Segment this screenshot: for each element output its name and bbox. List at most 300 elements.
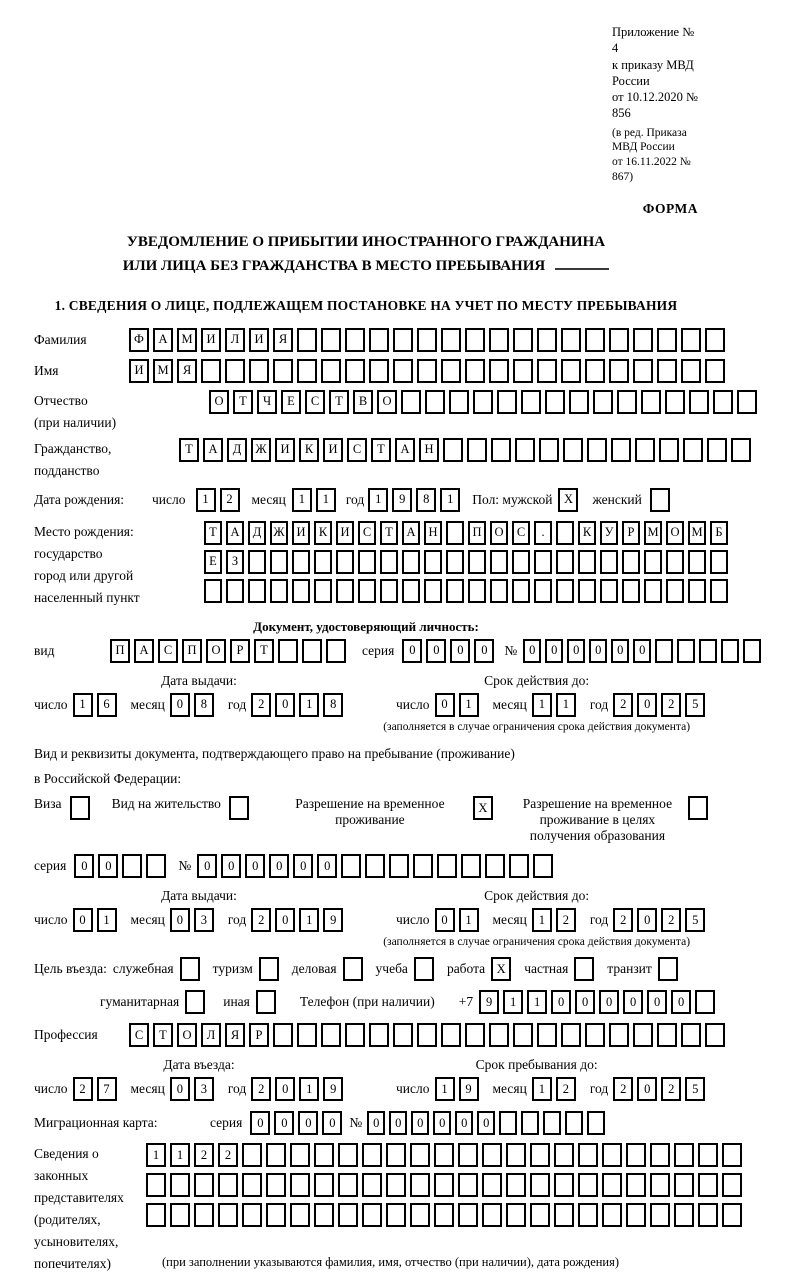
char-box[interactable]: Т: [233, 390, 253, 414]
char-box[interactable]: [410, 1143, 430, 1167]
char-box[interactable]: Н: [419, 438, 439, 462]
char-box[interactable]: 0: [575, 990, 595, 1014]
char-box[interactable]: К: [314, 521, 332, 545]
char-box[interactable]: [600, 579, 618, 603]
char-box[interactable]: [657, 1023, 677, 1047]
char-box[interactable]: С: [158, 639, 178, 663]
char-box[interactable]: [737, 390, 757, 414]
entry-day[interactable]: [73, 1077, 121, 1101]
char-box[interactable]: [266, 1173, 286, 1197]
stay-issue-year[interactable]: [251, 908, 347, 932]
char-box[interactable]: О: [209, 390, 229, 414]
char-box[interactable]: 0: [545, 639, 563, 663]
char-box[interactable]: [194, 1203, 214, 1227]
char-box[interactable]: [600, 550, 618, 574]
char-box[interactable]: 1: [459, 908, 479, 932]
char-box[interactable]: 0: [293, 854, 313, 878]
char-box[interactable]: 5: [685, 693, 705, 717]
purpose-private-checkbox[interactable]: [574, 957, 594, 981]
char-box[interactable]: [482, 1203, 502, 1227]
char-box[interactable]: 0: [637, 693, 657, 717]
sex-male-checkbox[interactable]: X: [558, 488, 578, 512]
char-box[interactable]: Т: [380, 521, 398, 545]
char-box[interactable]: 0: [637, 908, 657, 932]
char-box[interactable]: И: [129, 359, 149, 383]
char-box[interactable]: [698, 1143, 718, 1167]
char-box[interactable]: 0: [275, 693, 295, 717]
char-box[interactable]: Я: [225, 1023, 245, 1047]
char-box[interactable]: [561, 328, 581, 352]
char-box[interactable]: [204, 579, 222, 603]
char-box[interactable]: [617, 390, 637, 414]
char-box[interactable]: С: [358, 521, 376, 545]
char-box[interactable]: О: [666, 521, 684, 545]
char-box[interactable]: [465, 359, 485, 383]
char-box[interactable]: 2: [661, 908, 681, 932]
char-box[interactable]: 2: [73, 1077, 93, 1101]
char-box[interactable]: [393, 1023, 413, 1047]
char-box[interactable]: 1: [368, 488, 388, 512]
char-box[interactable]: [170, 1173, 190, 1197]
char-box[interactable]: [602, 1143, 622, 1167]
char-box[interactable]: С: [347, 438, 367, 462]
char-box[interactable]: 0: [197, 854, 217, 878]
char-box[interactable]: [369, 359, 389, 383]
representatives-row1-boxes[interactable]: [146, 1143, 746, 1167]
char-box[interactable]: [698, 1173, 718, 1197]
char-box[interactable]: 0: [523, 639, 541, 663]
char-box[interactable]: 5: [685, 1077, 705, 1101]
stay-until-year[interactable]: [613, 1077, 709, 1101]
char-box[interactable]: [633, 1023, 653, 1047]
char-box[interactable]: [585, 359, 605, 383]
char-box[interactable]: 1: [527, 990, 547, 1014]
birth-month-boxes[interactable]: [292, 488, 340, 512]
char-box[interactable]: [458, 1173, 478, 1197]
char-box[interactable]: 9: [459, 1077, 479, 1101]
char-box[interactable]: 2: [556, 1077, 576, 1101]
stay-seriya-boxes[interactable]: [74, 854, 170, 878]
birth-year-boxes[interactable]: [368, 488, 464, 512]
char-box[interactable]: [530, 1173, 550, 1197]
char-box[interactable]: М: [177, 328, 197, 352]
char-box[interactable]: А: [153, 328, 173, 352]
char-box[interactable]: [490, 579, 508, 603]
char-box[interactable]: [695, 990, 715, 1014]
char-box[interactable]: [424, 579, 442, 603]
char-box[interactable]: [705, 1023, 725, 1047]
char-box[interactable]: [722, 1173, 742, 1197]
char-box[interactable]: 1: [459, 693, 479, 717]
identity-issue-day[interactable]: [73, 693, 121, 717]
char-box[interactable]: [410, 1173, 430, 1197]
identity-valid-month[interactable]: [532, 693, 580, 717]
char-box[interactable]: 0: [322, 1111, 342, 1135]
char-box[interactable]: 0: [73, 908, 93, 932]
stay-until-day[interactable]: [435, 1077, 483, 1101]
char-box[interactable]: А: [395, 438, 415, 462]
char-box[interactable]: [249, 359, 269, 383]
char-box[interactable]: [434, 1173, 454, 1197]
char-box[interactable]: [699, 639, 717, 663]
char-box[interactable]: [417, 359, 437, 383]
char-box[interactable]: [499, 1111, 517, 1135]
char-box[interactable]: 0: [250, 1111, 270, 1135]
char-box[interactable]: 0: [623, 990, 643, 1014]
char-box[interactable]: [633, 328, 653, 352]
char-box[interactable]: С: [512, 521, 530, 545]
char-box[interactable]: [537, 359, 557, 383]
char-box[interactable]: 0: [269, 854, 289, 878]
char-box[interactable]: [278, 639, 298, 663]
char-box[interactable]: [218, 1173, 238, 1197]
char-box[interactable]: У: [600, 521, 618, 545]
char-box[interactable]: 0: [402, 639, 422, 663]
char-box[interactable]: Е: [204, 550, 222, 574]
char-box[interactable]: И: [323, 438, 343, 462]
char-box[interactable]: [321, 1023, 341, 1047]
char-box[interactable]: [446, 579, 464, 603]
char-box[interactable]: [146, 1173, 166, 1197]
char-box[interactable]: [290, 1203, 310, 1227]
char-box[interactable]: [326, 639, 346, 663]
char-box[interactable]: [650, 1143, 670, 1167]
char-box[interactable]: [389, 854, 409, 878]
char-box[interactable]: [321, 359, 341, 383]
citizenship-boxes[interactable]: [179, 438, 755, 462]
char-box[interactable]: Ф: [129, 328, 149, 352]
char-box[interactable]: З: [226, 550, 244, 574]
char-box[interactable]: [314, 579, 332, 603]
char-box[interactable]: Н: [424, 521, 442, 545]
char-box[interactable]: [539, 438, 559, 462]
char-box[interactable]: [731, 438, 751, 462]
purpose-work-checkbox[interactable]: X: [491, 957, 511, 981]
char-box[interactable]: 0: [477, 1111, 495, 1135]
char-box[interactable]: 0: [221, 854, 241, 878]
char-box[interactable]: 2: [218, 1143, 238, 1167]
char-box[interactable]: [722, 1143, 742, 1167]
char-box[interactable]: 8: [323, 693, 343, 717]
char-box[interactable]: [468, 550, 486, 574]
char-box[interactable]: [341, 854, 361, 878]
char-box[interactable]: [290, 1173, 310, 1197]
char-box[interactable]: [297, 328, 317, 352]
char-box[interactable]: [338, 1203, 358, 1227]
char-box[interactable]: [266, 1203, 286, 1227]
char-box[interactable]: [146, 854, 166, 878]
char-box[interactable]: 0: [455, 1111, 473, 1135]
char-box[interactable]: [705, 328, 725, 352]
char-box[interactable]: 1: [299, 693, 319, 717]
char-box[interactable]: 0: [435, 908, 455, 932]
char-box[interactable]: П: [110, 639, 130, 663]
char-box[interactable]: 0: [274, 1111, 294, 1135]
char-box[interactable]: [314, 1173, 334, 1197]
char-box[interactable]: 0: [389, 1111, 407, 1135]
char-box[interactable]: 2: [661, 1077, 681, 1101]
char-box[interactable]: М: [688, 521, 706, 545]
char-box[interactable]: Р: [249, 1023, 269, 1047]
char-box[interactable]: 1: [503, 990, 523, 1014]
char-box[interactable]: А: [402, 521, 420, 545]
char-box[interactable]: [509, 854, 529, 878]
purpose-transit-checkbox[interactable]: [658, 957, 678, 981]
stay-until-month[interactable]: [532, 1077, 580, 1101]
char-box[interactable]: 1: [556, 693, 576, 717]
char-box[interactable]: Т: [371, 438, 391, 462]
char-box[interactable]: [362, 1203, 382, 1227]
char-box[interactable]: [641, 390, 661, 414]
char-box[interactable]: [358, 579, 376, 603]
char-box[interactable]: Т: [179, 438, 199, 462]
char-box[interactable]: [122, 854, 142, 878]
char-box[interactable]: [602, 1203, 622, 1227]
char-box[interactable]: [674, 1143, 694, 1167]
char-box[interactable]: [410, 1203, 430, 1227]
char-box[interactable]: 5: [685, 908, 705, 932]
char-box[interactable]: Т: [153, 1023, 173, 1047]
char-box[interactable]: 1: [146, 1143, 166, 1167]
char-box[interactable]: 0: [98, 854, 118, 878]
char-box[interactable]: [578, 550, 596, 574]
char-box[interactable]: [578, 1173, 598, 1197]
char-box[interactable]: 0: [474, 639, 494, 663]
char-box[interactable]: [707, 438, 727, 462]
purpose-humanitarian-checkbox[interactable]: [185, 990, 205, 1014]
char-box[interactable]: 1: [292, 488, 312, 512]
char-box[interactable]: [674, 1203, 694, 1227]
char-box[interactable]: 2: [251, 1077, 271, 1101]
char-box[interactable]: [609, 359, 629, 383]
char-box[interactable]: [314, 1203, 334, 1227]
char-box[interactable]: [512, 550, 530, 574]
char-box[interactable]: [386, 1173, 406, 1197]
char-box[interactable]: Л: [225, 328, 245, 352]
char-box[interactable]: [533, 854, 553, 878]
char-box[interactable]: 1: [440, 488, 460, 512]
char-box[interactable]: 0: [671, 990, 691, 1014]
char-box[interactable]: 1: [196, 488, 216, 512]
char-box[interactable]: 9: [392, 488, 412, 512]
char-box[interactable]: А: [226, 521, 244, 545]
surname-boxes[interactable]: [129, 328, 729, 352]
purpose-official-checkbox[interactable]: [180, 957, 200, 981]
migration-number-boxes[interactable]: [367, 1111, 609, 1135]
char-box[interactable]: [292, 579, 310, 603]
char-box[interactable]: Л: [201, 1023, 221, 1047]
char-box[interactable]: [554, 1203, 574, 1227]
char-box[interactable]: 0: [426, 639, 446, 663]
birthplace-row1-boxes[interactable]: [204, 521, 732, 545]
doc-number-boxes[interactable]: [523, 639, 765, 663]
sex-female-checkbox[interactable]: [650, 488, 670, 512]
char-box[interactable]: [602, 1173, 622, 1197]
char-box[interactable]: [554, 1173, 574, 1197]
char-box[interactable]: [644, 579, 662, 603]
doc-seriya-boxes[interactable]: [402, 639, 498, 663]
char-box[interactable]: О: [377, 390, 397, 414]
char-box[interactable]: [225, 359, 245, 383]
char-box[interactable]: [489, 359, 509, 383]
char-box[interactable]: [659, 438, 679, 462]
char-box[interactable]: [437, 854, 457, 878]
char-box[interactable]: Р: [230, 639, 250, 663]
stay-valid-month[interactable]: [532, 908, 580, 932]
purpose-other-checkbox[interactable]: [256, 990, 276, 1014]
stay-valid-day[interactable]: [435, 908, 483, 932]
char-box[interactable]: [633, 359, 653, 383]
char-box[interactable]: Ч: [257, 390, 277, 414]
char-box[interactable]: [563, 438, 583, 462]
char-box[interactable]: 0: [599, 990, 619, 1014]
patronymic-boxes[interactable]: [209, 390, 761, 414]
char-box[interactable]: [248, 550, 266, 574]
char-box[interactable]: [314, 1143, 334, 1167]
char-box[interactable]: [688, 550, 706, 574]
char-box[interactable]: [530, 1143, 550, 1167]
char-box[interactable]: [338, 1143, 358, 1167]
identity-issue-year[interactable]: [251, 693, 347, 717]
char-box[interactable]: 9: [479, 990, 499, 1014]
char-box[interactable]: [336, 579, 354, 603]
char-box[interactable]: [561, 1023, 581, 1047]
char-box[interactable]: 0: [611, 639, 629, 663]
char-box[interactable]: [666, 550, 684, 574]
char-box[interactable]: [578, 1203, 598, 1227]
char-box[interactable]: [402, 550, 420, 574]
char-box[interactable]: [242, 1143, 262, 1167]
char-box[interactable]: Д: [227, 438, 247, 462]
char-box[interactable]: [689, 390, 709, 414]
char-box[interactable]: [506, 1173, 526, 1197]
char-box[interactable]: [369, 1023, 389, 1047]
char-box[interactable]: [194, 1173, 214, 1197]
representatives-row3-boxes[interactable]: [146, 1203, 746, 1227]
char-box[interactable]: [681, 328, 701, 352]
char-box[interactable]: [248, 579, 266, 603]
char-box[interactable]: [497, 390, 517, 414]
char-box[interactable]: 6: [97, 693, 117, 717]
char-box[interactable]: .: [534, 521, 552, 545]
char-box[interactable]: [561, 359, 581, 383]
char-box[interactable]: [242, 1173, 262, 1197]
char-box[interactable]: [345, 359, 365, 383]
birthplace-row2-boxes[interactable]: [204, 550, 732, 574]
char-box[interactable]: 2: [556, 908, 576, 932]
char-box[interactable]: 0: [551, 990, 571, 1014]
char-box[interactable]: Я: [177, 359, 197, 383]
char-box[interactable]: [201, 359, 221, 383]
phone-boxes[interactable]: [479, 990, 719, 1014]
char-box[interactable]: [273, 359, 293, 383]
char-box[interactable]: [534, 579, 552, 603]
char-box[interactable]: [270, 550, 288, 574]
char-box[interactable]: [521, 1111, 539, 1135]
char-box[interactable]: Б: [710, 521, 728, 545]
char-box[interactable]: [674, 1173, 694, 1197]
char-box[interactable]: Р: [622, 521, 640, 545]
char-box[interactable]: [336, 550, 354, 574]
migration-seriya-boxes[interactable]: [250, 1111, 346, 1135]
char-box[interactable]: 1: [532, 693, 552, 717]
char-box[interactable]: [425, 390, 445, 414]
char-box[interactable]: [537, 328, 557, 352]
char-box[interactable]: И: [275, 438, 295, 462]
char-box[interactable]: [345, 328, 365, 352]
char-box[interactable]: [515, 438, 535, 462]
char-box[interactable]: [218, 1203, 238, 1227]
char-box[interactable]: Т: [254, 639, 274, 663]
char-box[interactable]: [585, 1023, 605, 1047]
char-box[interactable]: [537, 1023, 557, 1047]
char-box[interactable]: [556, 550, 574, 574]
char-box[interactable]: 2: [251, 693, 271, 717]
char-box[interactable]: [545, 390, 565, 414]
char-box[interactable]: [380, 579, 398, 603]
char-box[interactable]: [401, 390, 421, 414]
char-box[interactable]: [657, 359, 677, 383]
char-box[interactable]: 1: [532, 1077, 552, 1101]
char-box[interactable]: 8: [416, 488, 436, 512]
char-box[interactable]: [593, 390, 613, 414]
char-box[interactable]: 9: [323, 908, 343, 932]
char-box[interactable]: 0: [170, 693, 190, 717]
char-box[interactable]: 7: [97, 1077, 117, 1101]
char-box[interactable]: С: [129, 1023, 149, 1047]
char-box[interactable]: [393, 328, 413, 352]
char-box[interactable]: [569, 390, 589, 414]
char-box[interactable]: [170, 1203, 190, 1227]
char-box[interactable]: [434, 1143, 454, 1167]
char-box[interactable]: [270, 579, 288, 603]
char-box[interactable]: [534, 550, 552, 574]
char-box[interactable]: [297, 359, 317, 383]
char-box[interactable]: 0: [245, 854, 265, 878]
char-box[interactable]: [622, 550, 640, 574]
char-box[interactable]: [273, 1023, 293, 1047]
char-box[interactable]: [622, 579, 640, 603]
char-box[interactable]: 1: [299, 1077, 319, 1101]
stay-number-boxes[interactable]: [197, 854, 557, 878]
char-box[interactable]: [321, 328, 341, 352]
char-box[interactable]: [644, 550, 662, 574]
char-box[interactable]: [473, 390, 493, 414]
char-box[interactable]: [465, 1023, 485, 1047]
char-box[interactable]: 1: [316, 488, 336, 512]
firstname-boxes[interactable]: [129, 359, 729, 383]
doc-kind-boxes[interactable]: [110, 639, 350, 663]
char-box[interactable]: [461, 854, 481, 878]
char-box[interactable]: [513, 359, 533, 383]
char-box[interactable]: [650, 1173, 670, 1197]
char-box[interactable]: М: [153, 359, 173, 383]
char-box[interactable]: Е: [281, 390, 301, 414]
char-box[interactable]: [635, 438, 655, 462]
profession-boxes[interactable]: [129, 1023, 729, 1047]
char-box[interactable]: 8: [194, 693, 214, 717]
char-box[interactable]: А: [203, 438, 223, 462]
char-box[interactable]: 0: [298, 1111, 318, 1135]
char-box[interactable]: [393, 359, 413, 383]
char-box[interactable]: [655, 639, 673, 663]
char-box[interactable]: [713, 390, 733, 414]
char-box[interactable]: 0: [567, 639, 585, 663]
purpose-tourism-checkbox[interactable]: [259, 957, 279, 981]
char-box[interactable]: 0: [637, 1077, 657, 1101]
temp-residence-checkbox[interactable]: X: [473, 796, 493, 820]
char-box[interactable]: [554, 1143, 574, 1167]
